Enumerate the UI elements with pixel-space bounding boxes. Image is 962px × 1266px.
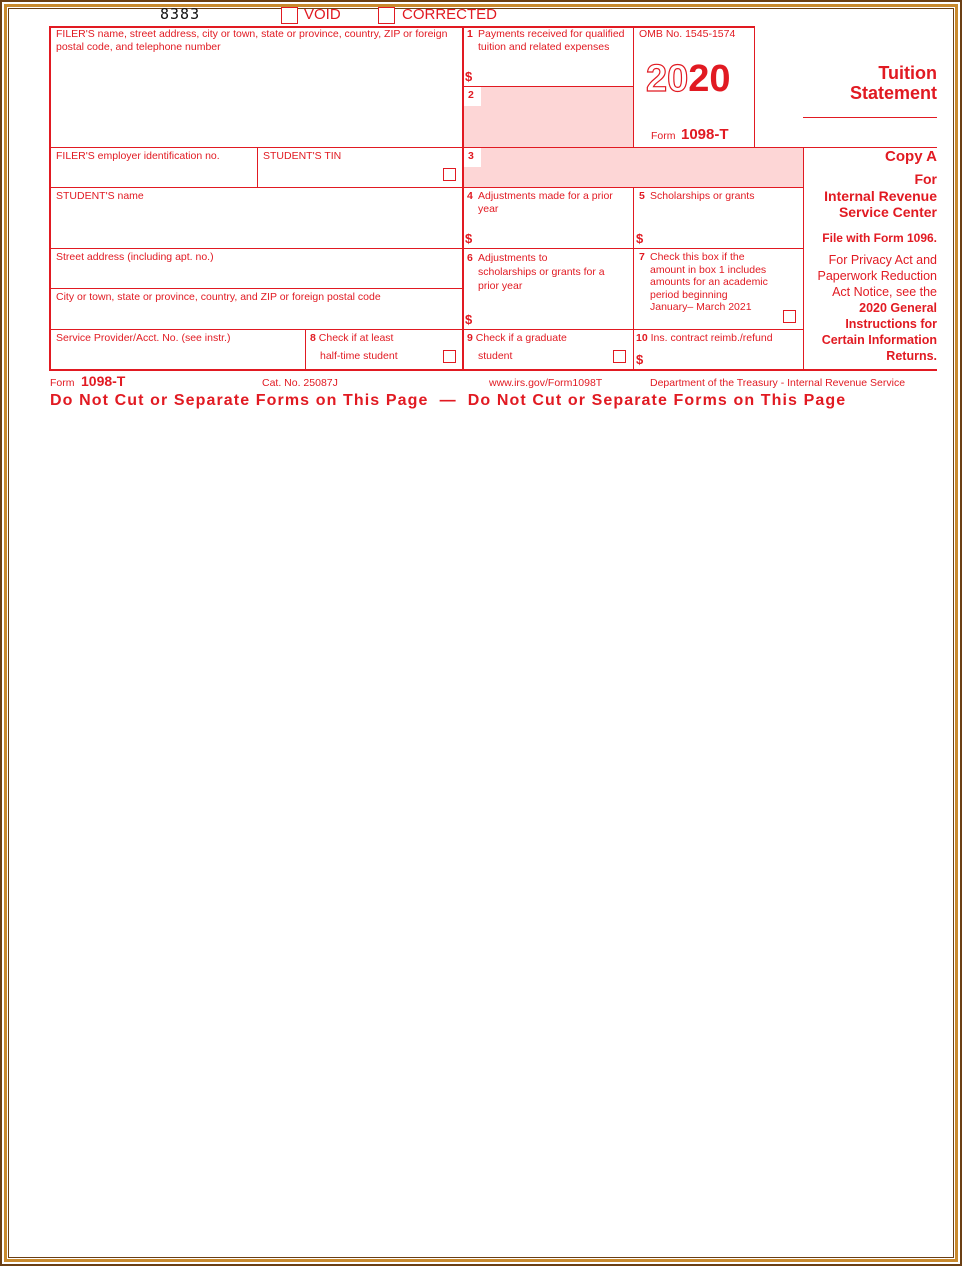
grid-v-main <box>462 26 464 370</box>
box2-shade <box>481 87 633 106</box>
privacy-line7: Returns. <box>886 349 937 363</box>
grid-h-name <box>50 248 803 249</box>
box6-number: 6 <box>467 252 473 264</box>
footer-form-word: Form <box>50 377 75 389</box>
footer-form-name: 1098-T <box>81 373 126 389</box>
box10-number: 10 <box>636 332 648 344</box>
box1-label <box>467 28 629 53</box>
title-tuition: Tuition <box>878 63 937 83</box>
corrected-checkbox[interactable] <box>378 7 395 24</box>
form-code: 8383 <box>160 5 201 23</box>
grid-v-ein <box>257 148 258 187</box>
privacy-line5: Instructions for <box>845 317 937 331</box>
footer-cat-no: Cat. No. 25087J <box>262 377 338 389</box>
grid-h-tin <box>50 187 803 188</box>
student-name-label: STUDENT'S name <box>56 190 144 202</box>
grid-bottom <box>49 369 937 371</box>
box4-label <box>467 190 617 215</box>
grid-v-omb-left <box>633 26 634 147</box>
box3-number: 3 <box>468 150 474 162</box>
tax-year-outline: 20 <box>646 58 689 100</box>
box7-label <box>639 251 769 314</box>
student-tin-checkbox[interactable] <box>443 168 456 181</box>
void-label: VOID <box>304 6 341 23</box>
grid-v-box45 <box>633 188 634 369</box>
irs-line1: Internal Revenue <box>824 188 937 204</box>
box8-checkbox[interactable] <box>443 350 456 363</box>
irs-line2: Service Center <box>838 204 937 220</box>
box7-number: 7 <box>639 251 645 263</box>
box6-dollar: $ <box>465 312 473 327</box>
box5-text: Scholarships or grants <box>650 190 755 202</box>
omb-form-name: 1098-T <box>681 126 729 143</box>
corrected-label: CORRECTED <box>402 6 498 23</box>
tax-year <box>646 58 731 100</box>
file-with-1096: File with Form 1096. <box>822 231 937 245</box>
grid-h-right-copy <box>803 117 937 118</box>
for-label: For <box>914 171 937 187</box>
box2-number: 2 <box>468 89 474 101</box>
box5-dollar: $ <box>636 231 644 246</box>
box2-shade-lower <box>463 106 633 147</box>
box8-number: 8 <box>310 332 316 344</box>
box9-text-a: Check if a graduate <box>475 332 567 344</box>
box1-number: 1 <box>467 28 473 40</box>
privacy-line4: 2020 General <box>859 301 937 315</box>
privacy-line2: Paperwork Reduction <box>817 269 937 283</box>
box9-number: 9 <box>467 332 473 344</box>
grid-v-right-panel <box>803 148 804 369</box>
box5-number: 5 <box>639 190 645 202</box>
city-label: City or town, state or province, country, and ZIP or foreign postal code <box>56 291 381 303</box>
filer-ein-label: FILER'S employer identification no. <box>56 150 220 162</box>
box10-text: Ins. contract reimb./refund <box>650 332 773 344</box>
student-tin-label: STUDENT'S TIN <box>263 150 342 162</box>
grid-h-box1 <box>463 86 633 87</box>
box7-checkbox[interactable] <box>783 310 796 323</box>
box9-text-b: student <box>478 350 513 362</box>
grid-left <box>49 26 51 370</box>
box10-label <box>636 332 773 345</box>
copy-a: Copy A <box>885 148 937 165</box>
privacy-line1: For Privacy Act and <box>828 253 937 267</box>
box8-label-a <box>310 332 393 345</box>
filer-name-label: FILER'S name, street address, city or town, state or province, country, ZIP or foreign postal code, and telephone number <box>56 28 448 53</box>
grid-v-omb-right <box>754 26 755 147</box>
box3-shade-lower <box>463 167 803 187</box>
omb-number: OMB No. 1545-1574 <box>639 28 736 40</box>
box6-label <box>467 251 607 293</box>
box9-checkbox[interactable] <box>613 350 626 363</box>
box4-dollar: $ <box>465 231 473 246</box>
box9-label-a <box>467 332 567 345</box>
box5-label <box>639 190 799 203</box>
box6-text: Adjustments to scholarships or grants for a prior year <box>478 252 605 292</box>
box7-text: Check this box if the amount in box 1 includes amounts for an academic period beginning January– March 2021 <box>650 251 768 313</box>
box8-text-a: Check if at least <box>318 332 394 344</box>
service-provider-label: Service Provider/Acct. No. (see instr.) <box>56 332 231 344</box>
box8-text-b: half-time student <box>320 350 398 362</box>
box1-dollar: $ <box>465 69 473 84</box>
void-checkbox[interactable] <box>281 7 298 24</box>
grid-v-service <box>305 330 306 369</box>
box10-dollar: $ <box>636 352 644 367</box>
grid-h-street <box>50 288 462 289</box>
do-not-cut-banner: Do Not Cut or Separate Forms on This Page — Do Not Cut or Separate Forms on This Page <box>50 392 847 409</box>
street-label: Street address (including apt. no.) <box>56 251 214 263</box>
footer-url: www.irs.gov/Form1098T <box>489 377 603 389</box>
box4-number: 4 <box>467 190 473 202</box>
privacy-line6: Certain Information <box>821 333 937 347</box>
grid-h-city <box>50 329 803 330</box>
title-statement: Statement <box>849 83 937 103</box>
box1-text: Payments received for qualified tuition and related expenses <box>478 28 625 53</box>
box3-shade <box>481 148 803 167</box>
omb-form-word: Form <box>651 130 676 142</box>
tax-year-bold: 20 <box>688 58 731 100</box>
footer-department: Department of the Treasury - Internal Revenue Service <box>650 377 906 389</box>
box4-text: Adjustments made for a prior year <box>478 190 613 215</box>
privacy-line3: Act Notice, see the <box>832 285 937 299</box>
